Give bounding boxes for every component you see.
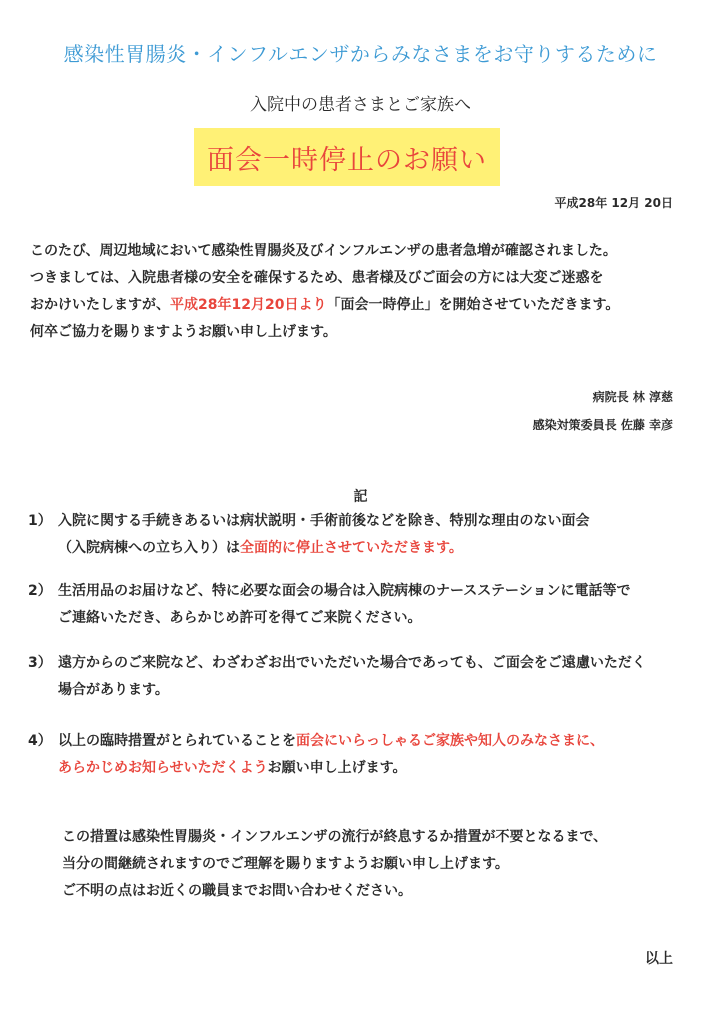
item-highlight: あらかじめお知らせいただくよう (58, 760, 268, 776)
list-item (28, 578, 630, 632)
item-highlight: 面会にいらっしゃるご家族や知人のみなさまに、 (296, 733, 604, 749)
page-title: 面会一時停止のお願い (207, 144, 487, 176)
list-item (28, 508, 589, 562)
list-item (28, 650, 646, 704)
intro-line: このたび、周辺地域において感染性胃腸炎及びインフルエンザの患者急増が確認されました。 (30, 243, 617, 259)
signature-committee: 感染対策委員長 佐藤 幸彦 (532, 418, 673, 432)
item-text: 以上の臨時措置がとられていることを (58, 733, 296, 749)
item-text: 生活用品のお届けなど、特に必要な面会の場合は入院病棟のナースステーションに電話等で (58, 583, 631, 599)
item-text: 遠方からのご来院など、わざわざお出でいただいた場合であっても、ご面会をご遠慮いただく (58, 655, 646, 671)
headline: 感染性胃腸炎・インフルエンザからみなさまをお守りするために (63, 42, 658, 66)
start-date-highlight: 平成28年12月20日より (170, 297, 327, 313)
ki-heading: 記 (353, 489, 368, 505)
item-text: （入院病棟への立ち入り）は (58, 540, 240, 556)
item-number: 1） (28, 513, 52, 529)
notice-date: 平成28年 12月 20日 (554, 196, 673, 210)
intro-text: おかけいたしますが、 (30, 297, 170, 313)
item-number: 4） (28, 733, 52, 749)
intro-paragraph (30, 238, 619, 346)
item-highlight: 全面的に停止させていただきます。 (240, 540, 463, 556)
item-text: 場合があります。 (58, 682, 169, 698)
closing-line: ご不明の点はお近くの職員までお問い合わせください。 (62, 883, 412, 899)
signature-director: 病院長 林 淳慈 (592, 390, 673, 404)
item-number: 3） (28, 655, 52, 671)
list-item (28, 728, 604, 782)
closing-line: 当分の間継続されますのでご理解を賜りますようお願い申し上げます。 (62, 856, 509, 872)
intro-line: つきましては、入院患者様の安全を確保するため、患者様及びご面会の方には大変ご迷惑を (30, 270, 604, 286)
subtitle: 入院中の患者さまとご家族へ (250, 95, 471, 115)
item-text: お願い申し上げます。 (267, 760, 407, 776)
intro-line: 何卒ご協力を賜りますようお願い申し上げます。 (30, 324, 337, 340)
closing-line: この措置は感染性胃腸炎・インフルエンザの流行が終息するか措置が不要となるまで、 (62, 829, 608, 845)
title-highlight-box (194, 128, 500, 186)
item-text: ご連絡いただき、あらかじめ許可を得てご来院ください。 (58, 610, 422, 626)
item-number: 2） (28, 583, 52, 599)
intro-line (30, 292, 619, 319)
intro-text: 「面会一時停止」を開始させていただきます。 (326, 297, 620, 313)
end-mark: 以上 (645, 951, 673, 967)
closing-paragraph (62, 824, 607, 905)
item-text: 入院に関する手続きあるいは病状説明・手術前後などを除き、特別な理由のない面会 (58, 513, 590, 529)
